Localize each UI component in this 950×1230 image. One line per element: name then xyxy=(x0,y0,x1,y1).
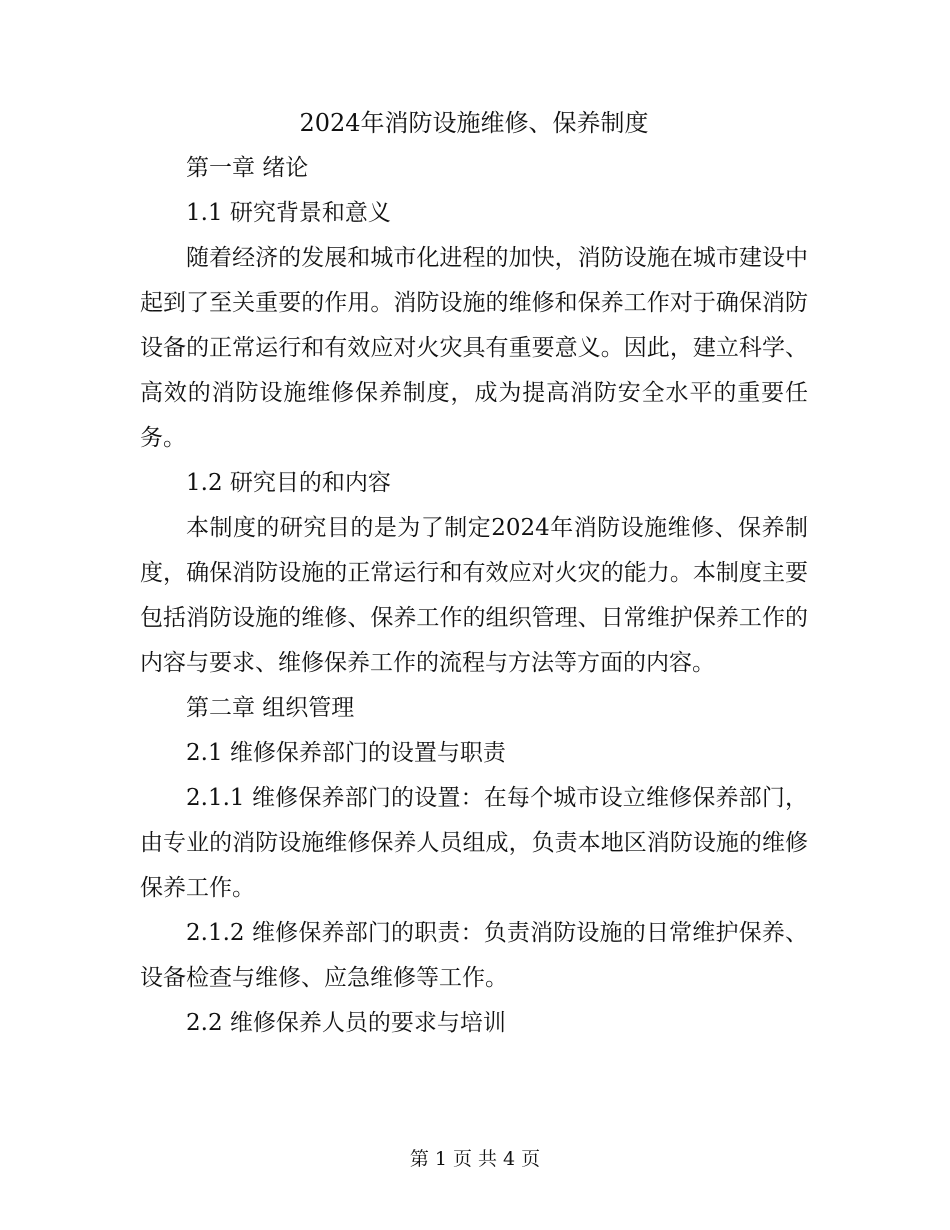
section-1-1-heading: 1.1 研究背景和意义 xyxy=(186,200,391,226)
section-1-2-heading: 1.2 研究目的和内容 xyxy=(186,470,391,496)
page-number-footer: 第 1 页 共 4 页 xyxy=(409,1148,541,1170)
section-2-2-heading: 2.2 维修保养人员的要求与培训 xyxy=(186,1010,506,1036)
section-1-2-paragraph: 本制度的研究目的是为了制定2024年消防设施维修、保养制度，确保消防设施的正常运行和有效应对火灾的能力。本制度主要包括消防设施的维修、保养工作的组织管理、日常维护保养工作的内容与要求、维修保养工作的流程与方法等方面的内容。 xyxy=(140,515,808,676)
document-body xyxy=(140,100,808,1046)
section-2-1-heading: 2.1 维修保养部门的设置与职责 xyxy=(186,740,506,766)
item-2-1-1-paragraph: 2.1.1 维修保养部门的设置：在每个城市设立维修保养部门，由专业的消防设施维修保养人员组成，负责本地区消防设施的维修保养工作。 xyxy=(140,785,808,901)
chapter-1-heading: 第一章 绪论 xyxy=(186,155,309,181)
section-1-1-paragraph: 随着经济的发展和城市化进程的加快，消防设施在城市建设中起到了至关重要的作用。消防设施的维修和保养工作对于确保消防设备的正常运行和有效应对火灾具有重要意义。因此，建立科学、高效的消防设施维修保养制度，成为提高消防安全水平的重要任务。 xyxy=(140,245,808,451)
document-title: 2024年消防设施维修、保养制度 xyxy=(299,109,649,137)
item-2-1-2-paragraph: 2.1.2 维修保养部门的职责：负责消防设施的日常维护保养、设备检查与维修、应急维修等工作。 xyxy=(140,920,808,991)
chapter-2-heading: 第二章 组织管理 xyxy=(186,695,355,721)
